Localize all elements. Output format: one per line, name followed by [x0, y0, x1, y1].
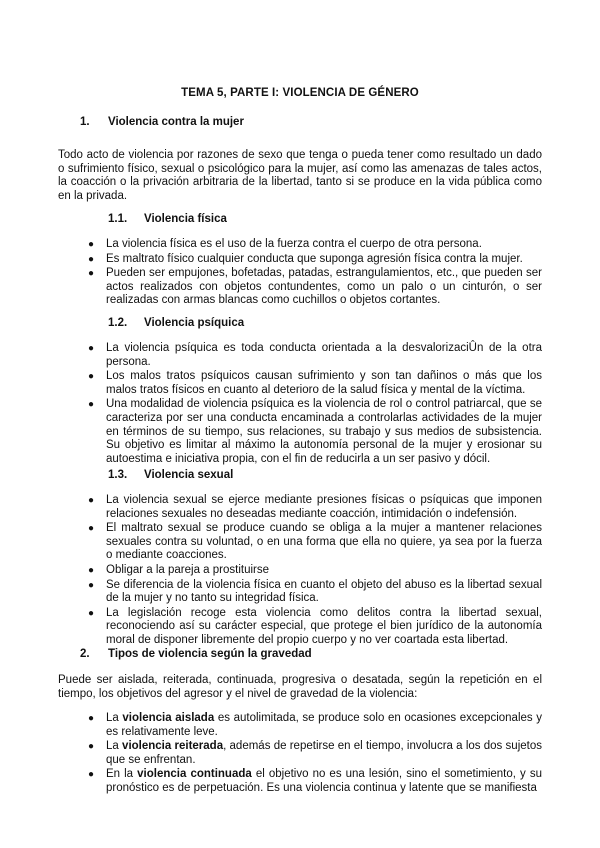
- subsection-1-1-list: [88, 238, 542, 309]
- section-1-number: 1.: [80, 116, 90, 128]
- list-item: [88, 579, 542, 606]
- bullet-icon: ●: [88, 523, 95, 535]
- subsection-1-1-title: Violencia física: [144, 213, 227, 225]
- list-item-text: La legislación recoge esta violencia como delitos contra la libertad sexual, reconociendo así su carácter especial, que protege el bien jurídico de la autonomía moral de disponer libremente del propio cuerpo y no ver coartada esta libertad.: [106, 606, 542, 646]
- list-item-text: Los malos tratos psíquicos causan sufrimiento y son tan dañinos o más que los malos tratos físicos en cuanto al deterioro de la salud física y mental de la víctima.: [106, 370, 542, 396]
- list-item-term: violencia continuada: [137, 768, 252, 781]
- bullet-icon: ●: [88, 371, 95, 383]
- list-item-term: violencia reiterada: [122, 740, 224, 753]
- list-item: [88, 253, 542, 267]
- list-item: [88, 607, 542, 648]
- list-item-pre: La: [106, 712, 123, 724]
- bullet-icon: ●: [88, 607, 95, 619]
- section-2-number: 2.: [80, 648, 90, 660]
- list-item-text: La violencia física es el uso de la fuerza contra el cuerpo de otra persona.: [106, 238, 482, 250]
- list-item-post: el objetivo no es una lesión, sino el sometimiento, y su pronóstico es de perpetuación. Es una violencia continua y latente que se manifiesta: [106, 768, 542, 794]
- list-item-text: Pueden ser empujones, bofetadas, patadas, estrangulamientos, etc., que pueden ser actos realizados con objetos contundentes, como un palo o un cinturón, o ser realizadas con armas blancas como cuchillos o objetos cortantes.: [106, 267, 542, 307]
- bullet-icon: ●: [88, 268, 95, 280]
- list-item-text: La violencia psíquica es toda conducta orientada a la desvalorizaciÛn de la otra persona.: [106, 342, 542, 368]
- list-item: [88, 342, 542, 369]
- list-item-text: Es maltrato físico cualquier conducta que suponga agresión física contra la mujer.: [106, 252, 523, 265]
- bullet-icon: ●: [88, 253, 95, 265]
- list-item: [88, 768, 542, 795]
- subsection-1-3-title: Violencia sexual: [144, 469, 234, 481]
- list-item: [88, 712, 542, 739]
- section-1-intro: Todo acto de violencia por razones de sexo que tenga o pueda tener como resultado un dado o sufrimiento físico, sexual o psicológico para la mujer, así como las amenazas de tales actos, la coacción o la privación arbitraria de la libertad, tanto si se produce en la vida pública como en la privada.: [58, 149, 542, 202]
- bullet-icon: ●: [88, 713, 95, 724]
- list-item: [88, 398, 542, 466]
- list-item-text: La violencia sexual se ejerce mediante presiones físicas o psíquicas que imponen relaciones sexuales no deseadas mediante coacción, intimidación o indefensión.: [106, 494, 542, 520]
- list-item-term: violencia aislada: [122, 712, 215, 724]
- list-item-pre: En la: [106, 768, 138, 781]
- document-title: TEMA 5, PARTE I: VIOLENCIA DE GÉNERO: [181, 87, 419, 99]
- subsection-1-3-number: 1.3.: [108, 469, 128, 481]
- section-2-title: Tipos de violencia según la gravedad: [108, 648, 312, 660]
- subsection-1-3-list: [88, 494, 542, 649]
- list-item: [88, 370, 542, 397]
- subsection-1-2-list: [88, 342, 542, 467]
- subsection-1-2-number: 1.2.: [108, 317, 128, 329]
- list-item-pre: La: [106, 740, 123, 753]
- subsection-1-1-number: 1.1.: [108, 213, 128, 225]
- list-item: [88, 564, 542, 578]
- subsection-1-2-title: Violencia psíquica: [144, 317, 245, 329]
- list-item: [88, 494, 542, 521]
- bullet-icon: ●: [88, 741, 95, 753]
- list-item-text: El maltrato sexual se produce cuando se obliga a la mujer a mantener relaciones sexuales contra su voluntad, o en una forma que ella no quiere, ya sea por la fuerza o mediante coacciones.: [106, 522, 542, 562]
- list-item: [88, 238, 542, 252]
- bullet-icon: ●: [88, 343, 95, 354]
- bullet-icon: ●: [88, 579, 95, 591]
- list-item-post: , además de repetirse en el tiempo, involucra a los dos sujetos que se enfrentan.: [106, 740, 542, 766]
- list-item: [88, 267, 542, 308]
- bullet-icon: ●: [88, 239, 95, 250]
- bullet-icon: ●: [88, 769, 95, 781]
- bullet-icon: ●: [88, 564, 95, 576]
- bullet-icon: ●: [88, 399, 95, 411]
- section-2-intro: Puede ser aislada, reiterada, continuada, progresiva o desatada, según la repetición en el tiempo, los objetivos del agresor y el nivel de gravedad de la violencia:: [58, 674, 542, 700]
- section-1-title: Violencia contra la mujer: [108, 116, 244, 128]
- section-2-list: [88, 712, 542, 797]
- list-item-post: es autolimitada, se produce solo en ocasiones excepcionales y es relativamente leve.: [106, 712, 542, 738]
- list-item-text: Obligar a la pareja a prostituirse: [106, 563, 269, 576]
- list-item-text: Una modalidad de violencia psíquica es la violencia de rol o control patriarcal, que se caracteriza por ser una conducta encaminada a controlarlas actividades de la mujer en términos de su tiempo, sus relaciones, su trabajo y sus medios de subsistencia. Su objetivo es limitar al máximo la autonomía personal de la mujer y erosionar su autoestima e iniciativa propia, con el fin de reducirla a un ser pasivo y dócil.: [106, 398, 542, 465]
- list-item: [88, 740, 542, 767]
- list-item: [88, 522, 542, 563]
- list-item-text: Se diferencia de la violencia física en cuanto el objeto del abuso es la libertad sexual de la mujer y no tanto su integridad física.: [106, 578, 542, 605]
- bullet-icon: ●: [88, 495, 95, 506]
